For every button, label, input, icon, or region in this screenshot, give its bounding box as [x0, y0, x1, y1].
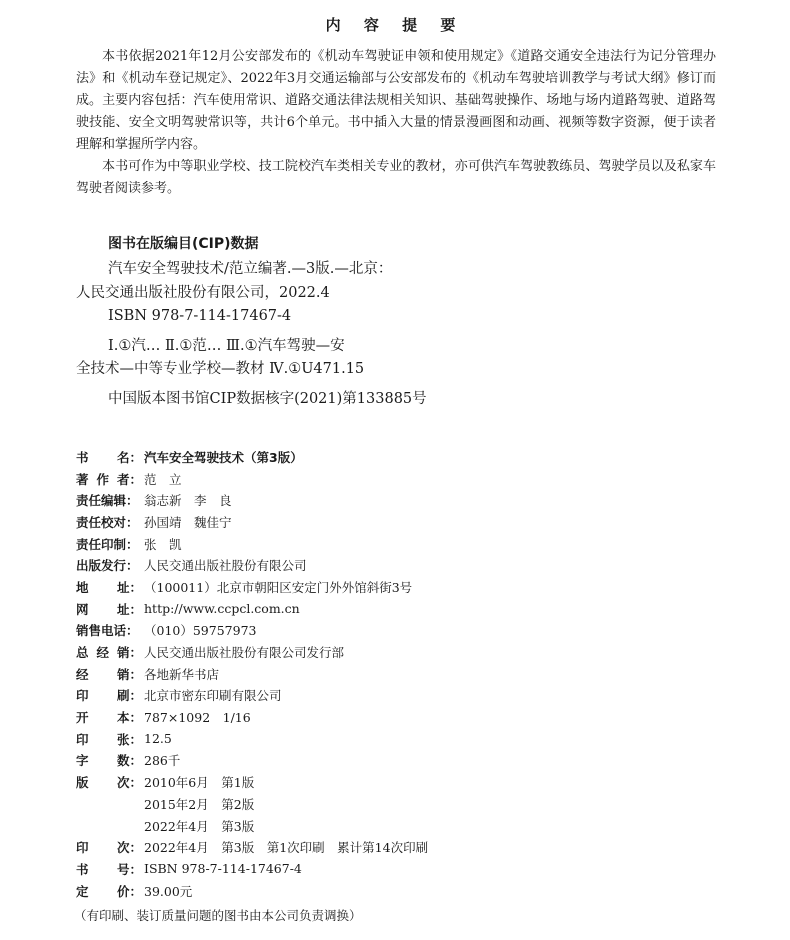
imprint-label: 责任编辑：: [76, 493, 139, 509]
imprint-value: 人民交通出版社股份有限公司: [144, 558, 307, 574]
imprint-label: 责任校对：: [76, 514, 139, 530]
imprint-label: 责任印制：: [76, 536, 139, 552]
imprint-label: 网 址：: [76, 601, 142, 617]
imprint-row: [76, 771, 716, 793]
content-summary: [76, 46, 716, 200]
imprint-value: 2022年4月 第3版: [144, 818, 255, 834]
imprint-label: 出版发行：: [76, 558, 139, 574]
imprint-label: 销售电话：: [76, 623, 139, 639]
imprint-row: [76, 858, 716, 880]
imprint-value: 12.5: [144, 731, 172, 747]
imprint-row: [76, 750, 716, 772]
cip-heading: 图书在版编目(CIP)数据: [108, 236, 259, 252]
imprint-row: [76, 641, 716, 663]
imprint-row: [76, 620, 716, 642]
imprint-row: [76, 468, 716, 490]
imprint-value: 39.00元: [144, 883, 193, 899]
cip-line: 中国版本图书馆CIP数据核字(2021)第133885号: [108, 390, 427, 407]
imprint-row: [76, 836, 716, 858]
imprint-value: http://www.ccpcl.com.cn: [144, 601, 300, 617]
imprint-label: 定 价：: [76, 883, 142, 899]
summary-paragraph: 本书可作为中等职业学校、技工院校汽车类相关专业的教材，亦可供汽车驾驶教练员、驾驶学员以及私家车驾驶者阅读参考。: [76, 159, 716, 196]
cip-data-block: [76, 258, 496, 411]
imprint-row: [76, 533, 716, 555]
imprint-value: 各地新华书店: [144, 666, 220, 682]
imprint-value: 张 凯: [144, 536, 182, 552]
imprint-value: 汽车安全驾驶技术（第3版）: [144, 449, 303, 465]
imprint-value: 787×1092 1/16: [144, 710, 251, 726]
imprint-label: 经 销：: [76, 666, 142, 682]
imprint-label: 书 名：: [76, 449, 142, 465]
imprint-row: [76, 489, 716, 511]
imprint-label: 著 作 者：: [76, 471, 142, 487]
imprint-value: （010）59757973: [144, 623, 257, 639]
cip-line: 全技术—中等专业学校—教材 Ⅳ.①U471.15: [76, 361, 365, 377]
imprint-value: 孙国靖 魏佳宁: [144, 514, 232, 530]
imprint-value: 北京市密东印刷有限公司: [144, 688, 282, 704]
imprint-row: [76, 685, 716, 707]
imprint-label: 印 刷：: [76, 688, 142, 704]
imprint-row: [76, 446, 716, 468]
imprint-label: 书 号：: [76, 861, 142, 877]
cip-line: Ⅰ.①汽… Ⅱ.①范… Ⅲ.①汽车驾驶—安: [108, 337, 345, 354]
imprint-label: 总 经 销：: [76, 645, 142, 661]
cip-line: 汽车安全驾驶技术/范立编著.—3版.—北京：: [108, 261, 393, 277]
summary-paragraph: 本书依据2021年12月公安部发布的《机动车驾驶证申领和使用规定》《道路交通安全违法行为记分管理办法》和《机动车登记规定》、2022年3月交通运输部与公安部发布的《机动车驾驶培训教学与考试大纲》修订而成。主要内容包括：汽车使用常识、道路交通法律法规相关知识、基础驾驶操作、场地与场内道路驾驶、道路驾驶技能、安全文明驾驶常识等，共计6个单元。书中插入大量的情景漫画图和动画、视频等数字资源，便于读者理解和掌握所学内容。: [76, 49, 716, 152]
imprint-row: [76, 815, 716, 837]
imprint-value: 2015年2月 第2版: [144, 796, 255, 812]
imprint-row: [76, 554, 716, 576]
cip-line: ISBN 978-7-114-17467-4: [108, 308, 292, 324]
imprint-value: 范 立: [144, 471, 182, 487]
quality-note: （有印刷、装订质量问题的图书由本公司负责调换）: [74, 908, 362, 923]
imprint-table: [76, 446, 716, 901]
imprint-row: [76, 511, 716, 533]
page-title: 内 容 提 要: [325, 16, 465, 34]
imprint-value: 286千: [144, 753, 181, 769]
imprint-value: 2022年4月 第3版 第1次印刷 累计第14次印刷: [144, 840, 429, 856]
imprint-value: 人民交通出版社股份有限公司发行部: [144, 645, 345, 661]
imprint-value: （100011）北京市朝阳区安定门外外馆斜街3号: [144, 579, 413, 595]
imprint-value: 2010年6月 第1版: [144, 775, 255, 791]
imprint-label: 版 次：: [76, 775, 142, 791]
imprint-row: [76, 598, 716, 620]
imprint-row: [76, 793, 716, 815]
imprint-label: 印 次：: [76, 840, 142, 856]
imprint-row: [76, 728, 716, 750]
imprint-label: 印 张：: [76, 731, 142, 747]
imprint-value: ISBN 978-7-114-17467-4: [144, 861, 302, 877]
imprint-label: 字 数：: [76, 753, 142, 769]
imprint-row: [76, 576, 716, 598]
imprint-label: 地 址：: [76, 579, 142, 595]
imprint-row: [76, 663, 716, 685]
imprint-row: [76, 880, 716, 902]
imprint-value: 翁志新 李 良: [144, 493, 232, 509]
imprint-row: [76, 706, 716, 728]
cip-line: 人民交通出版社股份有限公司，2022.4: [76, 284, 330, 301]
imprint-label: 开 本：: [76, 710, 142, 726]
